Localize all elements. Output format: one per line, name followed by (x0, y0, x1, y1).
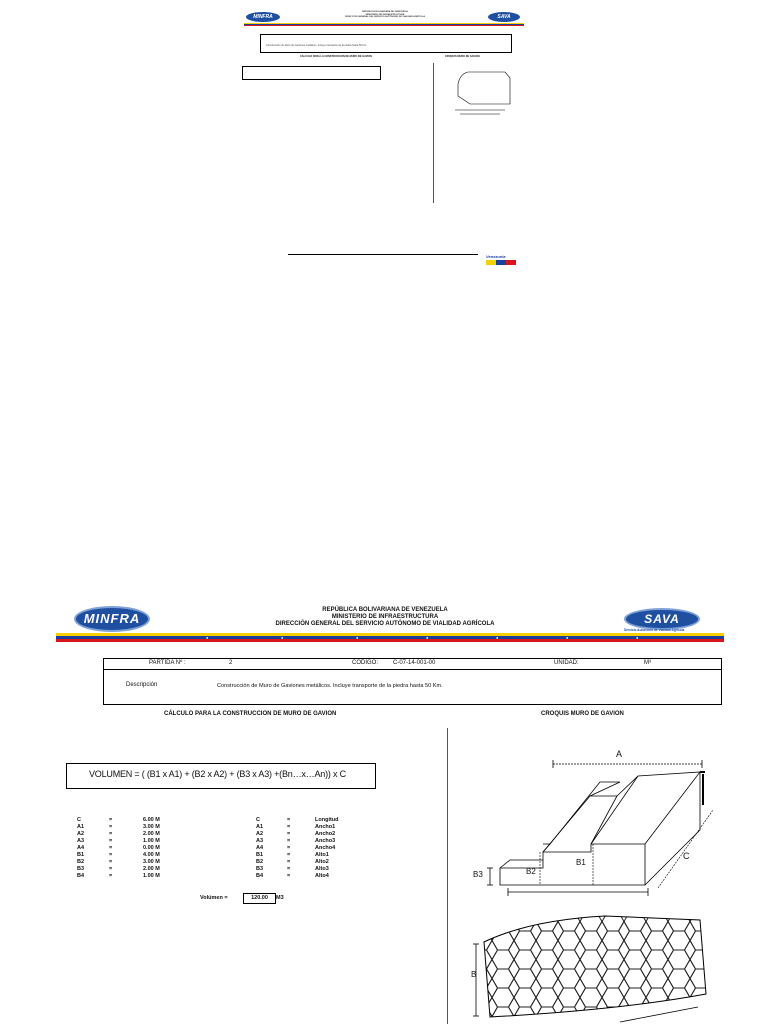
legend-row: = (287, 845, 291, 851)
value-row: B1 (77, 852, 85, 858)
legend-row: Ancho2 (315, 831, 336, 837)
volume-value-box: 120.00 (243, 893, 276, 904)
value-row: A1 (77, 824, 85, 830)
value-row: B4 (77, 873, 85, 879)
legend-row: A2 (256, 831, 264, 837)
label-b: B (471, 970, 477, 979)
legend-row: = (287, 852, 291, 858)
legend-row: = (287, 866, 291, 872)
legend-row: = (287, 873, 291, 879)
legend-row: A4 (256, 845, 264, 851)
sketch-title: CROQUIS MURO DE GAVION (541, 711, 624, 717)
legend-row: Ancho1 (315, 824, 336, 830)
legend-row: = (287, 838, 291, 844)
dimension-bottom (508, 888, 648, 896)
value-row: = (109, 845, 113, 851)
sava-logo: SAVA (624, 608, 700, 630)
partida-table (103, 658, 722, 705)
value-row: 4.00 M (143, 852, 160, 858)
formula-box (66, 763, 376, 789)
codigo-value: C-07-14-001-00 (393, 660, 436, 666)
thumb-divider (433, 63, 434, 203)
page-thumbnail (240, 8, 530, 278)
value-row: = (109, 817, 113, 823)
header-title: REPÚBLICA BOLIVARIANA DE VENEZUELA MINISTERIO DE INFRAESTRUCTURA DIRECCIÓN GENERAL DEL SERVICIO AUTÓNOMO DE VIALIDAD AGRÍCOLA (275, 607, 495, 627)
value-row: 6.00 M (143, 817, 160, 823)
thumb-sketch (450, 66, 515, 121)
legend-row: Alto3 (315, 866, 329, 872)
thumb-sketch-title: CROQUIS MURO DE GAVION (445, 55, 480, 58)
dimension-mesh-length (620, 1007, 698, 1022)
legend-row: = (287, 831, 291, 837)
section-divider (447, 728, 448, 1024)
value-row: B3 (77, 866, 85, 872)
gabion-wall-sketch (470, 740, 730, 905)
value-row: 2.00 M (143, 866, 160, 872)
legend-row: = (287, 824, 291, 830)
gabion-mesh-sketch (470, 912, 730, 1024)
legend-row: Ancho3 (315, 838, 336, 844)
legend-row: Longitud (315, 817, 339, 823)
legend-row: B4 (256, 873, 264, 879)
value-row: = (109, 866, 113, 872)
value-row: C (77, 817, 81, 823)
minfra-logo: MINFRA (74, 606, 150, 632)
legend-row: Alto2 (315, 859, 329, 865)
legend-row: A3 (256, 838, 264, 844)
legend-row: = (287, 817, 291, 823)
thumb-sava-logo: SAVA (488, 12, 520, 22)
dimension-a (553, 760, 702, 768)
volume-unit: M3 (276, 895, 284, 901)
partida-value: 2 (229, 660, 233, 666)
value-row: = (109, 852, 113, 858)
value-row: = (109, 838, 113, 844)
legend-row: Ancho4 (315, 845, 336, 851)
label-b3: B3 (473, 870, 483, 879)
value-row: = (109, 831, 113, 837)
value-row: 3.00 M (143, 859, 160, 865)
label-b1: B1 (576, 858, 586, 867)
legend-row: Alto4 (315, 873, 329, 879)
value-row: = (109, 873, 113, 879)
thumb-calc-title: CÁLCULO PARA LA CONSTRUCCION DE MURO DE GAVION (300, 55, 372, 58)
volume-label: Volúmen = (200, 895, 228, 901)
value-row: 3.00 M (143, 824, 160, 830)
legend-row: B1 (256, 852, 264, 858)
unidad-value: M³ (644, 660, 651, 666)
sava-subtitle: Servicio Autónomo de Vialidad Agrícola (624, 628, 685, 632)
dimension-b3 (487, 868, 493, 885)
value-row: A3 (77, 838, 85, 844)
thumb-title: REPÚBLICA BOLIVARIANA DE VENEZUELA MINISTERIO DE INFRAESTRUCTURA DIRECCIÓN GENERAL DEL SERVICIO AUTÓNOMO DE VIALIDAD AGRÍCOLA (345, 11, 425, 19)
value-row: B2 (77, 859, 85, 865)
flag-stars: ● ● ● ● ● ● ● (206, 635, 639, 640)
thumb-minfra-logo: MINFRA (246, 12, 280, 22)
formula-text: VOLUMEN = ( (B1 x A1) + (B2 x A2) + (B3 x A3) +(Bn…x…An)) x C (89, 769, 346, 779)
codigo-label: CODIGO: (352, 660, 379, 666)
descripcion-value: Construcción de Muro de Gaviones metálicos. Incluye transporte de la piedra hasta 50 Km. (217, 683, 443, 689)
value-row: 2.00 M (143, 831, 160, 837)
value-row: 0.00 M (143, 845, 160, 851)
legend-row: B2 (256, 859, 264, 865)
value-row: 1.00 M (143, 873, 160, 879)
thumb-formula-box (242, 66, 381, 80)
dimension-c (658, 810, 713, 888)
legend-row: = (287, 859, 291, 865)
thumb-flag-band (244, 23, 524, 26)
partida-label: PARTIDA Nº : (149, 660, 186, 666)
thumb-description: Construcción de Muro de Gaviones metálicos. Incluye transporte de la piedra hasta 50 Km. (266, 44, 367, 47)
value-row: A2 (77, 831, 85, 837)
value-row: = (109, 859, 113, 865)
descripcion-label: Descripción (126, 682, 158, 688)
unidad-label: UNIDAD: (554, 660, 579, 666)
value-row: A4 (77, 845, 85, 851)
thumb-footer-line (288, 254, 478, 255)
legend-row: Alto1 (315, 852, 329, 858)
calc-title: CÁLCULO PARA LA CONSTRUCCION DE MURO DE GAVION (164, 711, 337, 717)
value-row: 1.00 M (143, 838, 160, 844)
label-a: A (616, 749, 623, 759)
dimension-b (473, 944, 479, 1016)
legend-row: A1 (256, 824, 264, 830)
value-row: = (109, 824, 113, 830)
thumb-footer-brand: Venezuela (486, 254, 516, 268)
legend-row: C (256, 817, 260, 823)
legend-row: B3 (256, 866, 264, 872)
label-c: C (683, 851, 690, 861)
partida-row-divider (104, 669, 721, 670)
label-b2: B2 (526, 867, 536, 876)
